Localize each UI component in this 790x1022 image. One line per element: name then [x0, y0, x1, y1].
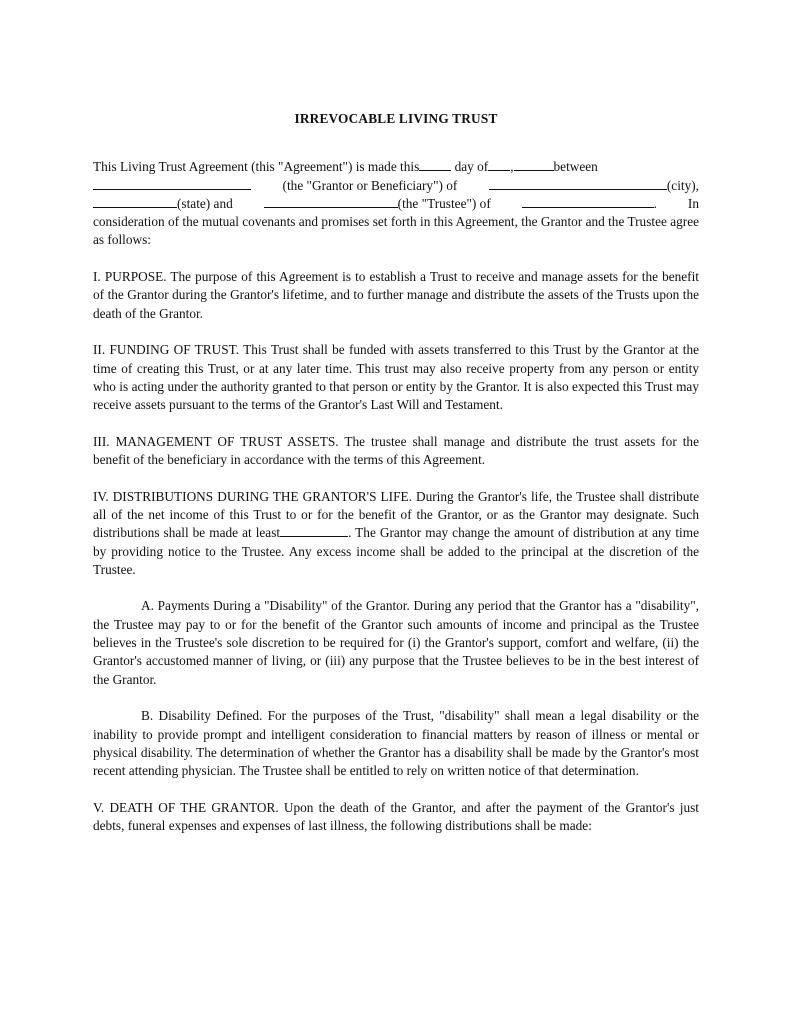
- intro-text: day of: [454, 159, 489, 175]
- intro-text: (state) and: [177, 195, 233, 211]
- document-title: IRREVOCABLE LIVING TRUST: [294, 111, 498, 126]
- grantor-city-blank[interactable]: [489, 177, 667, 190]
- intro-text: .: [653, 195, 657, 211]
- subsection-disability-defined: B. Disability Defined. For the purposes of the Trust, "disability" shall mean a legal disability or the inability to provide prompt and intelligent consideration to financial matters by reason of illness or mental or physical disability. The determination of whether the Grantor has a disability shall be made by the Grantor's most recent attending physician. The Trustee shall be entitled to rely on written notice of that determination.: [93, 708, 699, 779]
- section-distributions: [93, 488, 699, 579]
- intro-paragraph: [93, 158, 699, 249]
- intro-line-3: [93, 195, 699, 213]
- distributions-text: IV. DISTRIBUTIONS DURING THE GRANTOR'S LIFE. During the Grantor's life, the Trustee shall distribute all of the net income of this Trust to or for the benefit of the Grantor, or as the Grantor may designate. Such distributions shall be made at least: [93, 488, 699, 541]
- section-purpose: I. PURPOSE. The purpose of this Agreement is to establish a Trust to receive and manage assets for the benefit of the Grantor during the Grantor's lifetime, and to further manage and distribute the assets of the Trusts upon the death of the Grantor.: [93, 269, 699, 321]
- intro-text: (the "Trustee") of: [397, 195, 491, 211]
- section-management: III. MANAGEMENT OF TRUST ASSETS. The trustee shall manage and distribute the trust assets for the benefit of the beneficiary in accordance with the terms of this Agreement.: [93, 433, 699, 468]
- trustee-location-blank[interactable]: [522, 195, 654, 208]
- trustee-name-blank[interactable]: [264, 195, 398, 208]
- intro-text: (city),: [666, 177, 699, 193]
- section-death: V. DEATH OF THE GRANTOR. Upon the death of the Grantor, and after the payment of the Grantor's just debts, funeral expenses and expenses of last illness, the following distributions shall be made:: [93, 799, 699, 833]
- document-page: [93, 110, 699, 854]
- intro-line-1: [93, 158, 699, 176]
- distribution-frequency-blank[interactable]: [280, 524, 348, 537]
- intro-line-2: [93, 177, 699, 195]
- intro-text: This Living Trust Agreement (this "Agreement") is made this: [93, 159, 420, 175]
- distributions-text: . The Grantor may change the amount of distribution at any time by providing notice to the Trustee. Any excess income shall be added to the principal at the discretion of the Trustee.: [93, 525, 699, 577]
- subsection-payments-disability: A. Payments During a "Disability" of the Grantor. During any period that the Grantor has a "disability", the Trustee may pay to or for the benefit of the Grantor such amounts of income and principal as the Trustee believes in the Trustee's sole discretion to be required for (i) the Grantor's support, comfort and welfare, (ii) the Grantor's accustomed manner of living, or (iii) any purpose that the Trustee believes to be in the best interest of the Grantor.: [93, 598, 699, 687]
- grantor-name-blank[interactable]: [93, 177, 251, 190]
- day-blank[interactable]: [419, 158, 451, 171]
- year-blank[interactable]: [514, 158, 554, 171]
- grantor-state-blank[interactable]: [93, 195, 177, 208]
- intro-text: In: [687, 195, 699, 211]
- month-blank[interactable]: [488, 158, 510, 171]
- intro-rest: consideration of the mutual covenants and promises set forth in this Agreement, the Grantor and the Trustee agree as follows:: [93, 214, 699, 248]
- intro-text: (the "Grantor or Beneficiary") of: [282, 177, 458, 193]
- section-funding: II. FUNDING OF TRUST. This Trust shall be funded with assets transferred to this Trust by the Grantor at the time of creating this Trust, or at any later time. This trust may also receive property from any person or entity who is acting under the authority granted to that person or entity by the Grantor. It is also expected this Trust may receive assets pursuant to the terms of the Grantor's Last Will and Testament.: [93, 342, 699, 413]
- intro-text: ,: [510, 159, 514, 175]
- intro-text: between: [553, 159, 598, 175]
